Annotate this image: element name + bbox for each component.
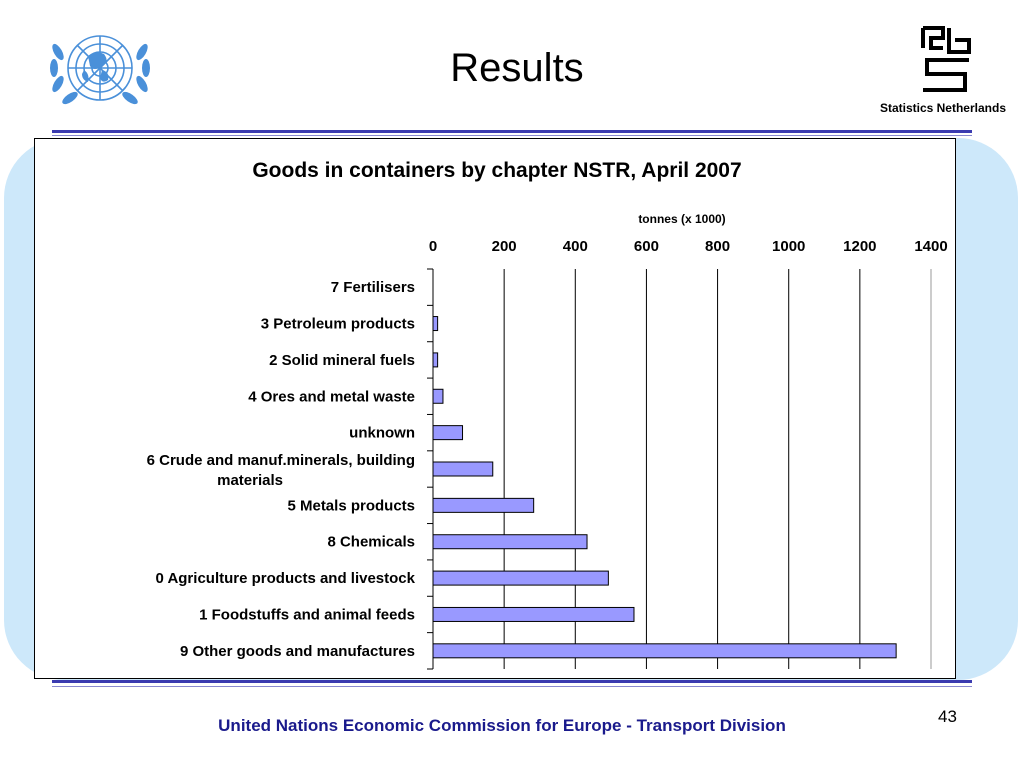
category-label: 8 Chemicals [327,533,415,551]
category-label-line: 6 Crude and manuf.minerals, building [146,452,415,469]
chart-frame [34,138,956,679]
cbs-logo [919,24,973,94]
bar-chart [35,139,954,677]
bars [433,317,896,658]
bar-3 [433,389,443,403]
footer-organization: United Nations Economic Commission for Europe - Transport Division [218,716,786,735]
bar-10 [433,644,896,658]
x-tick-label-1200: 1200 [843,238,877,255]
page-number: 43 [938,707,957,726]
bar-7 [433,535,587,549]
x-tick-label-400: 400 [562,238,588,255]
category-label: 0 Agriculture products and livestock [155,570,415,588]
bar-8 [433,571,608,585]
header-divider [52,130,972,133]
category-label-line: materials [217,472,283,489]
bar-5 [433,462,493,476]
bar-4 [433,426,463,440]
category-label: 9 Other goods and manufactures [179,642,415,660]
bar-2 [433,353,438,367]
x-tick-label-600: 600 [633,238,659,255]
category-label: 1 Foodstuffs and animal feeds [199,606,415,624]
x-tick-label-800: 800 [705,238,731,255]
x-axis-label: tonnes (x 1000) [638,212,726,226]
x-axis-ticks [429,238,948,255]
category-labels [147,279,416,660]
category-label: 3 Petroleum products [260,315,415,333]
category-label: unknown [349,424,415,442]
x-tick-label-0: 0 [428,238,438,255]
category-label: 7 Fertilisers [330,279,415,297]
footer-divider [52,680,972,683]
category-label: 4 Ores and metal waste [248,388,415,406]
category-label: 2 Solid mineral fuels [269,351,415,369]
bar-9 [433,607,634,621]
x-tick-label-200: 200 [491,238,517,255]
header-divider-thin [52,135,972,136]
slide-title: Results [450,46,584,90]
x-tick-label-1400: 1400 [914,238,948,255]
chart-title: Goods in containers by chapter NSTR, April 2007 [252,159,742,182]
footer-divider-thin [52,686,972,687]
x-tick-label-1000: 1000 [772,238,806,255]
category-label: 5 Metals products [287,497,415,515]
bar-1 [433,317,438,331]
organization-caption: Statistics Netherlands [879,101,1006,115]
category-label [147,452,415,489]
bar-6 [433,498,534,512]
